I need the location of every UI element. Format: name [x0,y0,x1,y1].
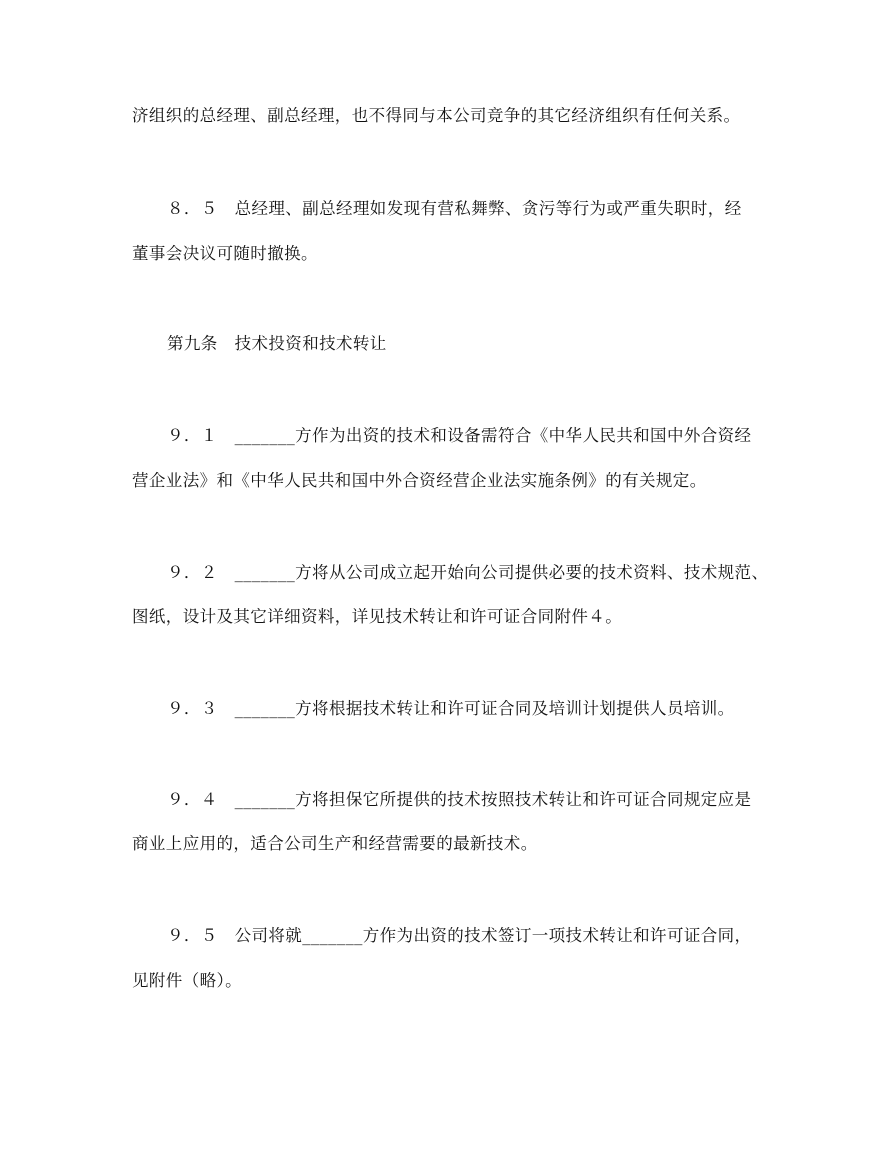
clause-9-2: ９．２ _______方将从公司成立起开始向公司提供必要的技术资料、技术规范、 [167,563,769,582]
article-9-heading: 第九条 技术投资和技术转让 [167,334,387,353]
clause-9-1: ９．１ _______方作为出资的技术和设备需符合《中华人民共和国中外合资经 [167,426,752,445]
paragraph-8-4-continuation: 济组织的总经理、副总经理，也不得同与本公司竞争的其它经济组织有任何关系。 [132,106,741,125]
clause-9-4: ９．４ _______方将担保它所提供的技术按照技术转让和许可证合同规定应是 [167,790,752,809]
clause-8-5-continuation: 董事会决议可随时撤换。 [132,244,318,263]
clause-9-5-continuation: 见附件（略）。 [132,971,243,990]
clause-9-1-continuation: 营企业法》和《中华人民共和国中外合资经营企业法实施条例》的有关规定。 [132,471,707,490]
clause-9-5: ９．５ 公司将就_______方作为出资的技术签订一项技术转让和许可证合同， [167,926,752,945]
clause-9-3: ９．３ _______方将根据技术转让和许可证合同及培训计划提供人员培训。 [167,699,735,718]
clause-9-4-continuation: 商业上应用的，适合公司生产和经营需要的最新技术。 [132,834,538,853]
clause-9-2-continuation: 图纸，设计及其它详细资料，详见技术转让和许可证合同附件４。 [132,607,623,626]
clause-8-5: ８．５ 总经理、副总经理如发现有营私舞弊、贪污等行为或严重失职时，经 [167,199,742,218]
